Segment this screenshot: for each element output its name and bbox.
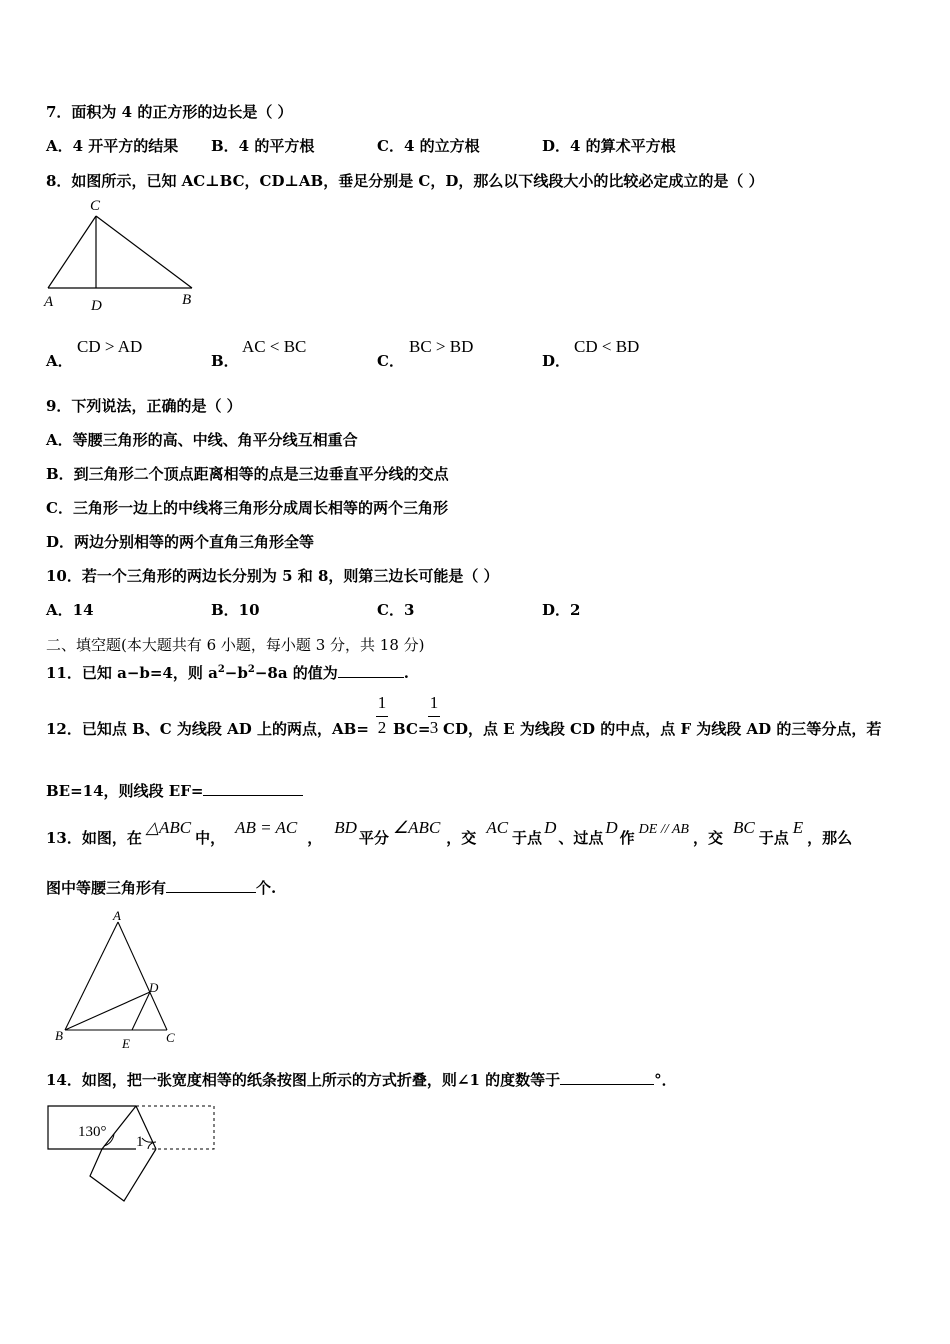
q13-math-angle-abc: ∠ABC [392,818,441,837]
q8-option-d-math: CD < BD [574,337,640,356]
q10-option-c: C．3 [377,601,415,619]
q13-text-8: 作 [619,829,635,847]
q12-part3: CD，点 E 为线段 CD 的中点，点 F 为线段 AD 的三等分点，若 [443,720,882,738]
q10-stem: 10．若一个三角形的两边长分别为 5 和 8，则第三边长可能是（ ） [46,567,499,585]
q10-option-a: A．14 [46,601,94,619]
q13-triangle-figure [52,906,192,1056]
q13-math-e: E [792,818,804,837]
q8-option-a-math: CD > AD [77,337,143,356]
q12-line2-text: BE=14，则线段 EF= [46,782,204,800]
q7-option-d: D．4 的算术平方根 [542,137,676,155]
q13-label-e: E [122,1036,130,1051]
q10-option-d: D．2 [542,601,581,619]
q9-option-d: D．两边分别相等的两个直角三角形全等 [46,533,315,551]
q8-option-a-letter: A． [46,352,73,370]
q11-end: . [403,664,410,682]
q9-option-b: B．到三角形二个顶点距离相等的点是三边垂直平分线的交点 [46,465,449,483]
q13-text-2: 中， [195,829,226,847]
q11-line [46,660,409,683]
q8-option-b-letter: B． [211,352,239,370]
q9-option-c: C．三角形一边上的中线将三角形分成周长相等的两个三角形 [46,499,448,517]
q8-option-c-letter: C． [377,352,404,370]
q10-option-b: B．10 [211,601,260,619]
q7-option-b: B．4 的平方根 [211,137,315,155]
q12-part2: BC= [393,720,431,738]
q13-label-a: A [113,908,121,923]
q8-option-c-math: BC > BD [409,337,474,356]
q13-math-triangle-abc: △ABC [145,818,192,837]
q8-option-d-letter: D． [542,352,571,370]
q8-label-a: A [44,294,54,310]
q11-sup2: 2 [247,664,255,675]
q13-math-d: D [544,818,557,837]
q12-frac2-numerator: 1 [429,693,439,712]
q13-math-bd: BD [334,818,357,837]
q13-line2-end: 个. [256,879,277,897]
q12-frac1-denominator: 2 [377,718,387,737]
q13-text-7: 、过点 [558,829,604,847]
q11-post: −8a 的值为 [254,664,338,682]
q13-line2-text: 图中等腰三角形有 [46,879,167,897]
q11-pre: 11．已知 a−b=4，则 a [46,664,218,682]
q7-option-a: A．4 开平方的结果 [46,137,179,155]
q13-math-bc: BC [732,818,755,837]
q7-stem: 7．面积为 4 的正方形的边长是（ ） [46,103,293,121]
q13-text-4: 平分 [358,829,389,847]
q13-text-11: ，那么 [807,829,853,847]
q13-label-c: C [166,1030,175,1045]
q14-folded-strip-figure [44,1102,224,1212]
q13-text-10: 于点 [758,829,789,847]
q14-label-angle-1: 1 [136,1134,144,1150]
q9-option-a: A．等腰三角形的高、中线、角平分线互相重合 [46,431,358,449]
q13-math-de-parallel-ab: DE // AB [638,822,689,837]
q14-stem: 14．如图，把一张宽度相等的纸条按图上所示的方式折叠，则∠1 的度数等于 [46,1071,561,1089]
q12-answer-blank[interactable] [203,781,303,796]
q12-frac2-bar [428,716,440,717]
q13-text-6: 于点 [512,829,543,847]
q9-stem: 9．下列说法，正确的是（ ） [46,397,242,415]
q12-frac1-numerator: 1 [377,693,387,712]
q12-frac2-denominator: 3 [429,718,439,737]
q13-math-ac: AC [486,818,509,837]
q8-triangle-figure [40,196,210,316]
q13-text-9: ，交 [692,829,723,847]
q13-text-3: ， [307,829,323,847]
q14-end: °． [654,1071,677,1089]
section-heading: 二、填空题(本大题共有 6 小题，每小题 3 分，共 18 分) [46,636,425,654]
q11-sup1: 2 [217,664,225,675]
q13-answer-blank[interactable] [166,878,256,893]
q14-label-angle-130: 130° [78,1124,107,1140]
q11-answer-blank[interactable] [338,663,404,678]
q8-stem: 8．如图所示，已知 AC⊥BC，CD⊥AB，垂足分别是 C，D，那么以下线段大小的比较必定成立的是（ ） [46,172,764,190]
q7-option-c: C．4 的立方根 [377,137,480,155]
q14-answer-blank[interactable] [560,1070,654,1085]
q14-line [46,1070,677,1090]
q8-option-b-math: AC < BC [242,337,307,356]
q8-label-d: D [91,298,102,314]
q13-line1 [46,818,853,850]
q13-label-b: B [55,1028,63,1043]
q13-math-d2: D [605,818,618,837]
q13-label-d: D [149,980,159,995]
q13-math-ab-eq-ac: AB = AC [235,818,298,837]
q13-text-5: ，交 [446,829,477,847]
q8-label-c: C [90,198,101,214]
q12-frac1-bar [376,716,388,717]
q8-label-b: B [182,292,192,308]
q12-part1: 12．已知点 B、C 为线段 AD 上的两点，AB= [46,720,369,738]
q11-mid: −b [224,664,248,682]
q13-line2 [46,878,276,898]
q13-text-1: 13．如图，在 [46,829,142,847]
q12-line2 [46,781,303,801]
